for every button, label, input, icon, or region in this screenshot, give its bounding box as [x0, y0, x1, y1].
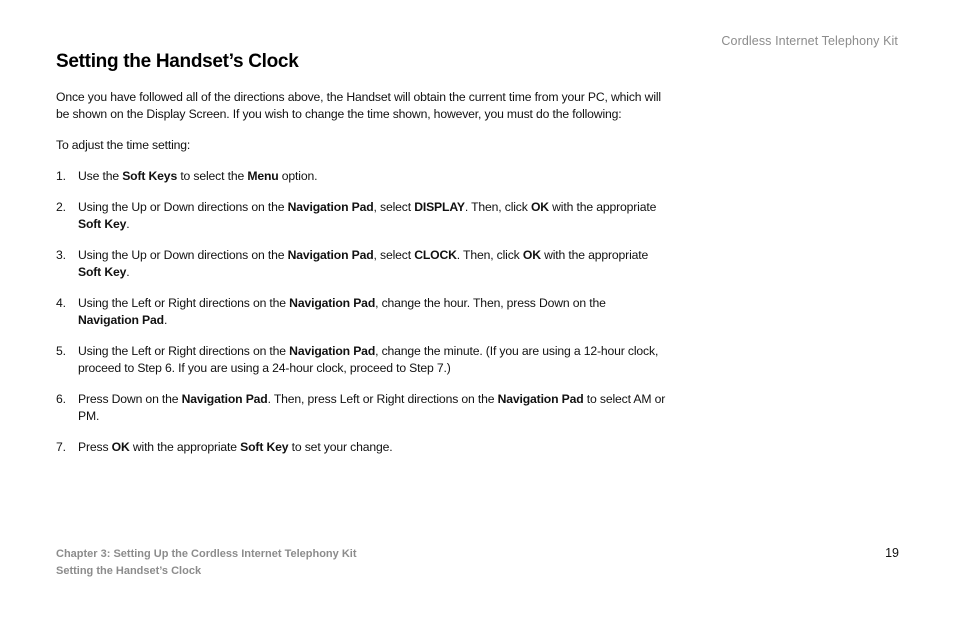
step-text-run: .	[126, 265, 130, 279]
step-text-run: Using the Left or Right directions on the	[78, 296, 290, 310]
step-number: 4.	[56, 296, 66, 310]
step-text-bold: OK	[530, 200, 549, 214]
step-text	[78, 296, 606, 327]
step-text-run: Press Down on the	[78, 392, 182, 406]
step-text-run: Using the Up or Down directions on the	[78, 248, 288, 262]
step-text-run: , select	[373, 248, 415, 262]
step-text-bold: Navigation Pad	[181, 392, 268, 406]
step-text-bold: Navigation Pad	[287, 200, 374, 214]
step-number: 3.	[56, 248, 66, 262]
step-number: 2.	[56, 200, 66, 214]
footer	[56, 546, 357, 579]
running-header: Cordless Internet Telephony Kit	[721, 34, 898, 48]
step-text	[78, 169, 317, 183]
step-item	[56, 199, 666, 233]
step-text	[78, 200, 656, 231]
step-text-bold: Navigation Pad	[289, 296, 376, 310]
step-text-run: with the appropriate	[548, 200, 657, 214]
step-text-bold: OK	[111, 440, 130, 454]
step-item	[56, 343, 666, 377]
step-text-bold: Soft Keys	[122, 169, 178, 183]
step-text-run: Use the	[78, 169, 123, 183]
step-item	[56, 168, 666, 185]
lead-paragraph: To adjust the time setting:	[56, 138, 191, 152]
step-text-bold: OK	[522, 248, 541, 262]
step-number: 1.	[56, 169, 66, 183]
step-text-run: , select	[373, 200, 415, 214]
step-item	[56, 391, 666, 425]
step-text-bold: DISPLAY	[414, 200, 465, 214]
step-text-bold: Soft Key	[240, 440, 289, 454]
step-item	[56, 295, 666, 329]
step-text	[78, 248, 648, 279]
page-number: 19	[885, 546, 899, 560]
step-item	[56, 439, 666, 456]
step-text-bold: Soft Key	[78, 217, 127, 231]
step-text-run: to set your change.	[288, 440, 393, 454]
step-text-run: to select the	[177, 169, 248, 183]
intro-paragraph: Once you have followed all of the directions above, the Handset will obtain the current time from your PC, which will be shown on the Display Screen. If you wish to change the time shown, however, you must do the following:	[56, 90, 661, 121]
footer-section: Setting the Handset’s Clock	[56, 564, 202, 577]
step-text-bold: Navigation Pad	[287, 248, 374, 262]
step-text	[78, 440, 392, 454]
step-text	[78, 392, 665, 423]
page-title: Setting the Handset’s Clock	[56, 51, 299, 72]
step-text-run: . Then, press Left or Right directions on the	[267, 392, 498, 406]
step-text-run: . Then, click	[464, 200, 531, 214]
page-content	[56, 89, 666, 470]
step-number: 7.	[56, 440, 66, 454]
step-text-run: to select AM or PM.	[78, 392, 666, 423]
step-text-bold: Menu	[247, 169, 279, 183]
step-text-run: .	[126, 217, 130, 231]
steps-list	[56, 168, 666, 456]
step-text-run: option.	[278, 169, 318, 183]
step-text-bold: Navigation Pad	[497, 392, 584, 406]
step-text-bold: Soft Key	[78, 265, 127, 279]
step-text-run: with the appropriate	[540, 248, 649, 262]
step-text-run: Using the Up or Down directions on the	[78, 200, 288, 214]
step-text-bold: Navigation Pad	[78, 313, 164, 327]
step-text-bold: CLOCK	[414, 248, 457, 262]
step-text-run: , change the minute. (If you are using a 12-hour clock, proceed to Step 6. If you are using a 24-hour clock, proceed to Step 7.)	[78, 344, 659, 375]
step-text-run: , change the hour. Then, press Down on the	[375, 296, 606, 310]
step-text-run: . Then, click	[456, 248, 523, 262]
footer-chapter: Chapter 3: Setting Up the Cordless Internet Telephony Kit	[56, 548, 357, 560]
step-number: 6.	[56, 392, 66, 406]
step-item	[56, 247, 666, 281]
step-text-run: with the appropriate	[129, 440, 241, 454]
step-text-bold: Navigation Pad	[289, 344, 376, 358]
step-text	[78, 344, 658, 375]
step-text-run: Press	[78, 440, 112, 454]
step-text-run: Using the Left or Right directions on the	[78, 344, 290, 358]
step-text-run: .	[163, 313, 168, 327]
step-number: 5.	[56, 344, 66, 358]
